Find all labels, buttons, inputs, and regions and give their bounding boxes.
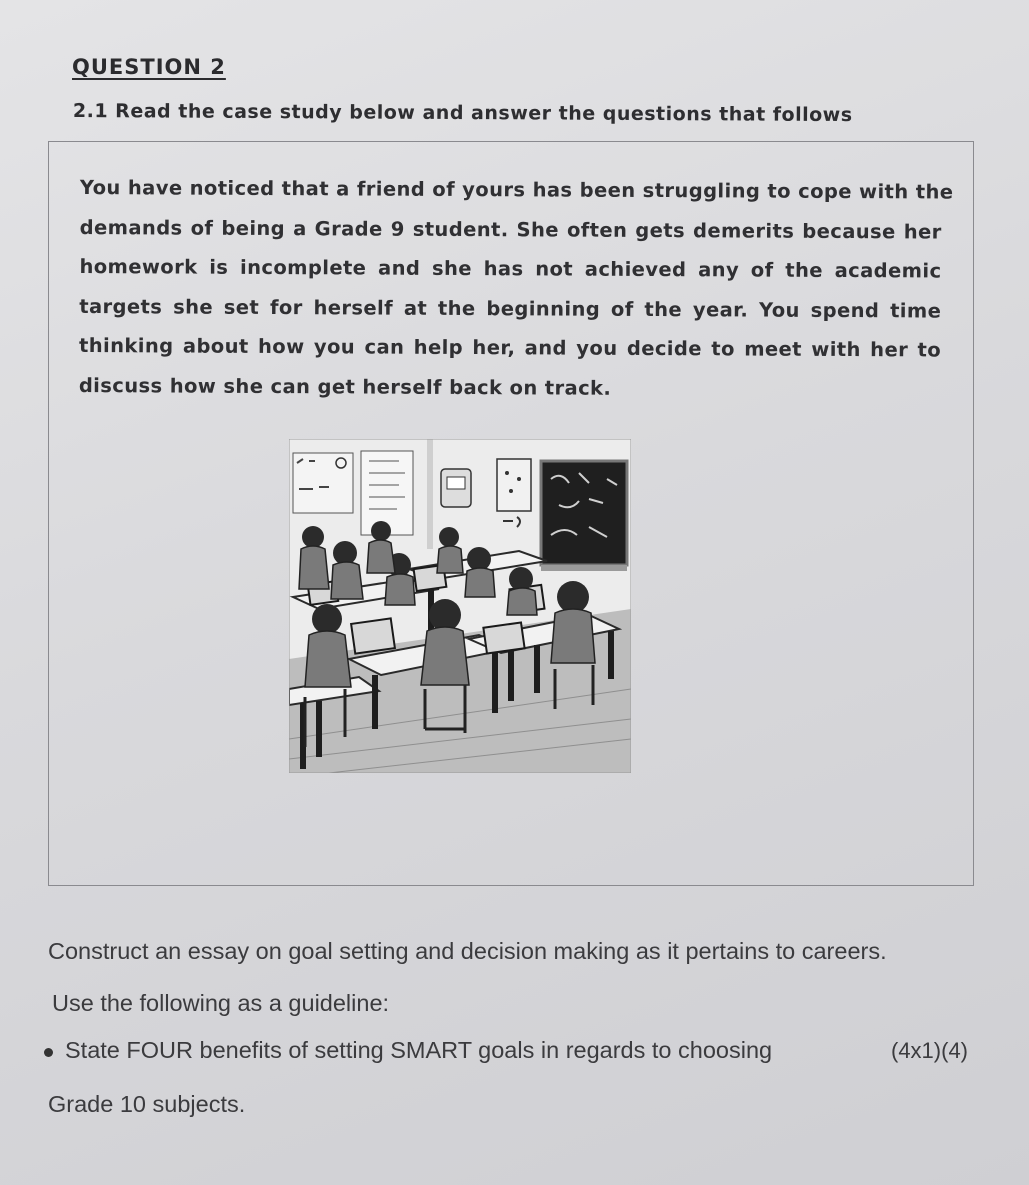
bullet-text: State FOUR benefits of setting SMART goals in regards to choosing <box>65 1037 773 1063</box>
question-instruction: 2.1 Read the case study below and answer the questions that follows <box>72 100 853 127</box>
question-heading: QUESTION 2 <box>72 55 226 79</box>
guideline-intro: Use the following as a guideline: <box>52 990 390 1016</box>
marks-allocation: (4x1)(4) <box>891 1038 969 1063</box>
case-study-line: demands of being a Grade 9 student. She often gets demerits because her <box>79 215 942 244</box>
case-study-line: thinking about how you can help her, and you decide to meet with her to <box>79 333 942 362</box>
classroom-illustration <box>289 439 631 773</box>
case-study-line: You have noticed that a friend of yours has been struggling to cope with the <box>79 175 954 204</box>
guideline-bullet <box>44 1037 772 1064</box>
case-study-line: homework is incomplete and she has not achieved any of the academic <box>79 254 942 283</box>
bullet-icon <box>44 1048 53 1057</box>
case-study-line: discuss how she can get herself back on track. <box>78 373 612 400</box>
bullet-continuation: Grade 10 subjects. <box>48 1091 246 1117</box>
case-study-text <box>78 168 954 410</box>
case-study-line: targets she set for herself at the beginning of the year. You spend time <box>79 294 942 323</box>
essay-prompt: Construct an essay on goal setting and decision making as it pertains to careers. <box>48 938 887 964</box>
